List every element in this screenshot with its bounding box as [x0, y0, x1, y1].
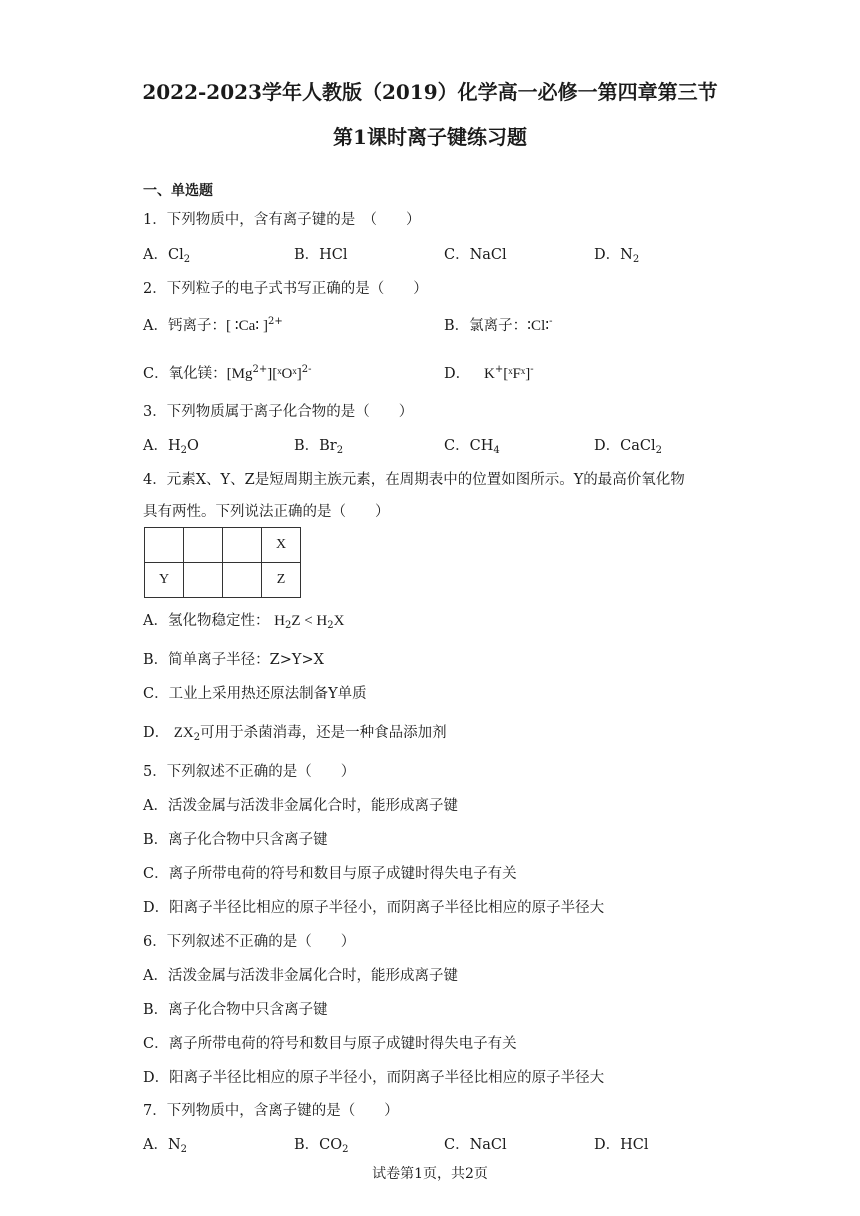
- q4-option-b: B．简单离子半径：Z>Y>X: [143, 652, 324, 668]
- question-7-stem: 7．下列物质中，含离子键的是（ ）: [143, 1103, 399, 1119]
- grid-cell: [145, 528, 184, 563]
- q2-option-d: D． K+[ˣFˣ]-: [444, 364, 534, 382]
- q7-option-c: C．NaCl: [444, 1137, 507, 1153]
- question-6-stem: 6．下列叙述不正确的是（ ）: [143, 934, 356, 950]
- title-line-1: 2022-2023学年人教版（2019）化学高一必修一第四章第三节: [142, 80, 718, 104]
- q1-option-c: C．NaCl: [444, 247, 507, 263]
- q2-option-a: A．钙离子：[ ∶Ca∶ ]$^{2+}$: [143, 316, 283, 334]
- q7-option-a: A．$N_2$: [143, 1137, 188, 1155]
- question-3-stem: 3．下列物质属于离子化合物的是（ ）: [143, 404, 414, 420]
- q6-option-c: C．离子所带电荷的符号和数目与原子成键时得失电子有关: [143, 1036, 517, 1052]
- q3-option-a: A．$H_2O$: [143, 438, 199, 456]
- q4-option-d: D． $ZX_2$可用于杀菌消毒，还是一种食品添加剂: [143, 725, 447, 743]
- question-4-stem-line-2: 具有两性。下列说法正确的是（ ）: [143, 504, 390, 520]
- title-line-2: 第1课时离子键练习题: [333, 125, 527, 149]
- grid-cell: [184, 563, 223, 598]
- q4-option-c: C．工业上采用热还原法制备Y单质: [143, 686, 367, 702]
- q6-option-a: A．活泼金属与活泼非金属化合时，能形成离子键: [143, 968, 458, 984]
- question-1-stem: 1．下列物质中，含有离子键的是 （ ）: [143, 212, 421, 228]
- question-2-stem: 2．下列粒子的电子式书写正确的是（ ）: [143, 281, 428, 297]
- q6-option-d: D．阳离子半径比相应的原子半径小，而阴离子半径比相应的原子半径大: [143, 1070, 605, 1086]
- calcium-ion-formula: [ ∶Ca∶ ]: [225, 318, 268, 334]
- q1-option-b: B．HCl: [294, 247, 348, 263]
- q6-option-b: B．离子化合物中只含离子键: [143, 1002, 328, 1018]
- q2-option-c: C．氧化镁：$[Mg^{2+}][ˣOˣ]^{2-}$: [143, 364, 312, 382]
- grid-cell: [223, 563, 262, 598]
- grid-cell-z: Z: [262, 563, 301, 598]
- q5-option-c: C．离子所带电荷的符号和数目与原子成键时得失电子有关: [143, 866, 517, 882]
- q3-option-b: B．$Br_2$: [294, 438, 344, 456]
- q7-option-b: B．$CO_2$: [294, 1137, 349, 1155]
- q5-option-a: A．活泼金属与活泼非金属化合时，能形成离子键: [143, 798, 458, 814]
- section-heading: 一、单选题: [143, 183, 213, 199]
- question-4-stem-line-1: 4．元素X、Y、Z是短周期主族元素，在周期表中的位置如图所示。Y的最高价氧化物: [143, 472, 685, 488]
- grid-cell-x: X: [262, 528, 301, 563]
- grid-cell-y: Y: [145, 563, 184, 598]
- q7-option-d: D．HCl: [594, 1137, 649, 1153]
- q1-option-a: A．$Cl_2$: [143, 247, 191, 265]
- chloride-ion-formula: ∶Cl∶: [527, 318, 550, 334]
- question-5-stem: 5．下列叙述不正确的是（ ）: [143, 764, 356, 780]
- page-footer: 试卷第1页，共2页: [372, 1166, 488, 1182]
- q4-option-a: A．氢化物稳定性： $H_2Z < H_2X$: [143, 613, 345, 631]
- q1-option-d: D．$N_2$: [594, 247, 640, 265]
- q2-option-b: B．氯离子：∶Cl∶-: [444, 316, 553, 334]
- grid-cell: [184, 528, 223, 563]
- q5-option-d: D．阳离子半径比相应的原子半径小，而阴离子半径比相应的原子半径大: [143, 900, 605, 916]
- q3-option-c: C．$CH_4$: [444, 438, 500, 456]
- q3-option-d: D．CaCl$_2$: [594, 438, 662, 456]
- periodic-table-grid: [144, 527, 301, 598]
- grid-cell: [223, 528, 262, 563]
- q5-option-b: B．离子化合物中只含离子键: [143, 832, 328, 848]
